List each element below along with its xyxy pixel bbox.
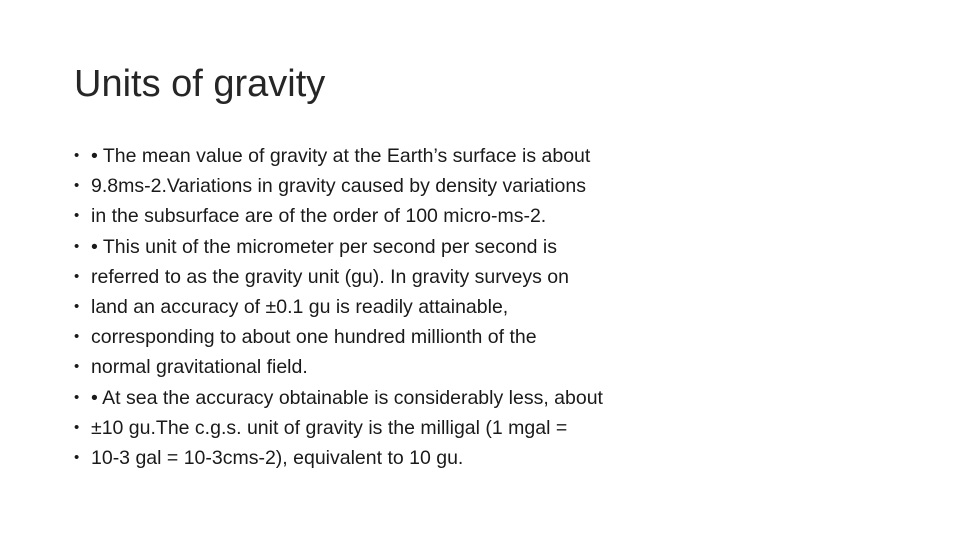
bullet-line [74, 262, 874, 292]
bullet-line [74, 383, 874, 413]
bullet-icon: • [74, 237, 80, 255]
bullet-line [74, 141, 874, 171]
bullet-icon: • [74, 328, 80, 346]
bullet-line [74, 322, 874, 352]
bullet-list [74, 141, 874, 473]
bullet-icon: • [74, 388, 80, 406]
bullet-icon: • [74, 418, 80, 436]
bullet-line [74, 352, 874, 382]
bullet-icon: • [74, 207, 80, 225]
bullet-line [74, 292, 874, 322]
bullet-icon: • [74, 297, 80, 315]
bullet-text: ±10 gu.The c.g.s. unit of gravity is the milligal (1 mgal = [91, 416, 568, 439]
bullet-icon: • [74, 177, 80, 195]
bullet-text: 10-3 gal = 10-3cms-2), equivalent to 10 gu. [91, 446, 464, 469]
bullet-text: • The mean value of gravity at the Earth’s surface is about [91, 145, 591, 167]
bullet-text: referred to as the gravity unit (gu). In gravity surveys on [91, 265, 569, 288]
bullet-line [74, 413, 874, 443]
bullet-text: 9.8ms-2.Variations in gravity caused by density variations [91, 175, 586, 198]
bullet-line [74, 171, 874, 201]
bullet-text: normal gravitational field. [91, 356, 308, 379]
bullet-icon: • [74, 358, 80, 376]
bullet-text: in the subsurface are of the order of 100 micro-ms-2. [91, 205, 547, 228]
bullet-text: • At sea the accuracy obtainable is considerably less, about [91, 386, 603, 409]
bullet-line [74, 201, 874, 231]
bullet-text: • This unit of the micrometer per second per second is [91, 235, 558, 258]
slide-title: Units of gravity [74, 63, 326, 105]
bullet-line [74, 443, 874, 473]
bullet-icon: • [74, 448, 80, 466]
bullet-text: corresponding to about one hundred millionth of the [91, 326, 537, 349]
bullet-icon: • [74, 267, 80, 285]
bullet-line [74, 232, 874, 262]
bullet-icon: • [74, 147, 80, 164]
bullet-text: land an accuracy of ±0.1 gu is readily attainable, [91, 295, 509, 318]
